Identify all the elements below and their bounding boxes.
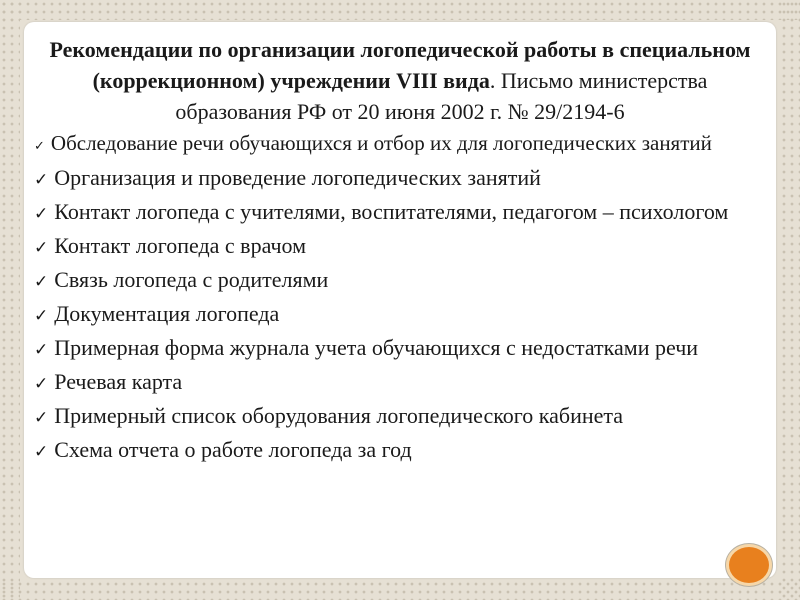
checkmark-icon: ✓ <box>34 306 49 325</box>
checkmark-icon: ✓ <box>34 170 49 189</box>
list-item: ✓ Примерная форма журнала учета обучающихся с недостатками речи <box>34 335 699 360</box>
checkmark-icon: ✓ <box>34 138 45 153</box>
checkmark-icon: ✓ <box>34 374 49 393</box>
decorative-dot-border-top <box>0 0 800 20</box>
decorative-dot-border-right <box>780 0 800 600</box>
checkmark-icon: ✓ <box>34 442 49 461</box>
list-item: ✓ Схема отчета о работе логопеда за год <box>34 437 412 462</box>
list-item: ✓ Обследование речи обучающихся и отбор их для логопедических занятий <box>34 131 712 155</box>
checkmark-icon: ✓ <box>34 238 49 257</box>
list-item: ✓ Контакт логопеда с врачом <box>34 233 307 258</box>
checklist <box>34 127 766 468</box>
list-item: ✓ Речевая карта <box>34 369 183 394</box>
checkmark-icon: ✓ <box>34 272 49 291</box>
decorative-dot-border-bottom <box>0 580 800 600</box>
title-subtitle: Письмо министерства образования РФ от 20 июня 2002 г. № 29/2194-6 <box>175 68 708 124</box>
next-slide-button[interactable] <box>726 544 772 586</box>
list-item: ✓ Контакт логопеда с учителями, воспитателями, педагогом – психологом <box>34 199 729 224</box>
checkmark-icon: ✓ <box>34 204 49 223</box>
content-panel <box>24 22 776 578</box>
list-item: ✓ Документация логопеда <box>34 301 280 326</box>
checkmark-icon: ✓ <box>34 408 49 427</box>
decorative-dot-border-left <box>0 0 20 600</box>
list-item: ✓ Связь логопеда с родителями <box>34 267 329 292</box>
checkmark-icon: ✓ <box>34 340 49 359</box>
list-item: ✓ Организация и проведение логопедических занятий <box>34 165 541 190</box>
title-bold: Рекомендации по организации логопедической работы в специальном (коррекционном) учреждении VIII вида <box>49 37 751 93</box>
list-item: ✓ Примерный список оборудования логопедического кабинета <box>34 403 624 428</box>
title-dot: . <box>489 68 496 93</box>
slide-title <box>34 34 766 127</box>
